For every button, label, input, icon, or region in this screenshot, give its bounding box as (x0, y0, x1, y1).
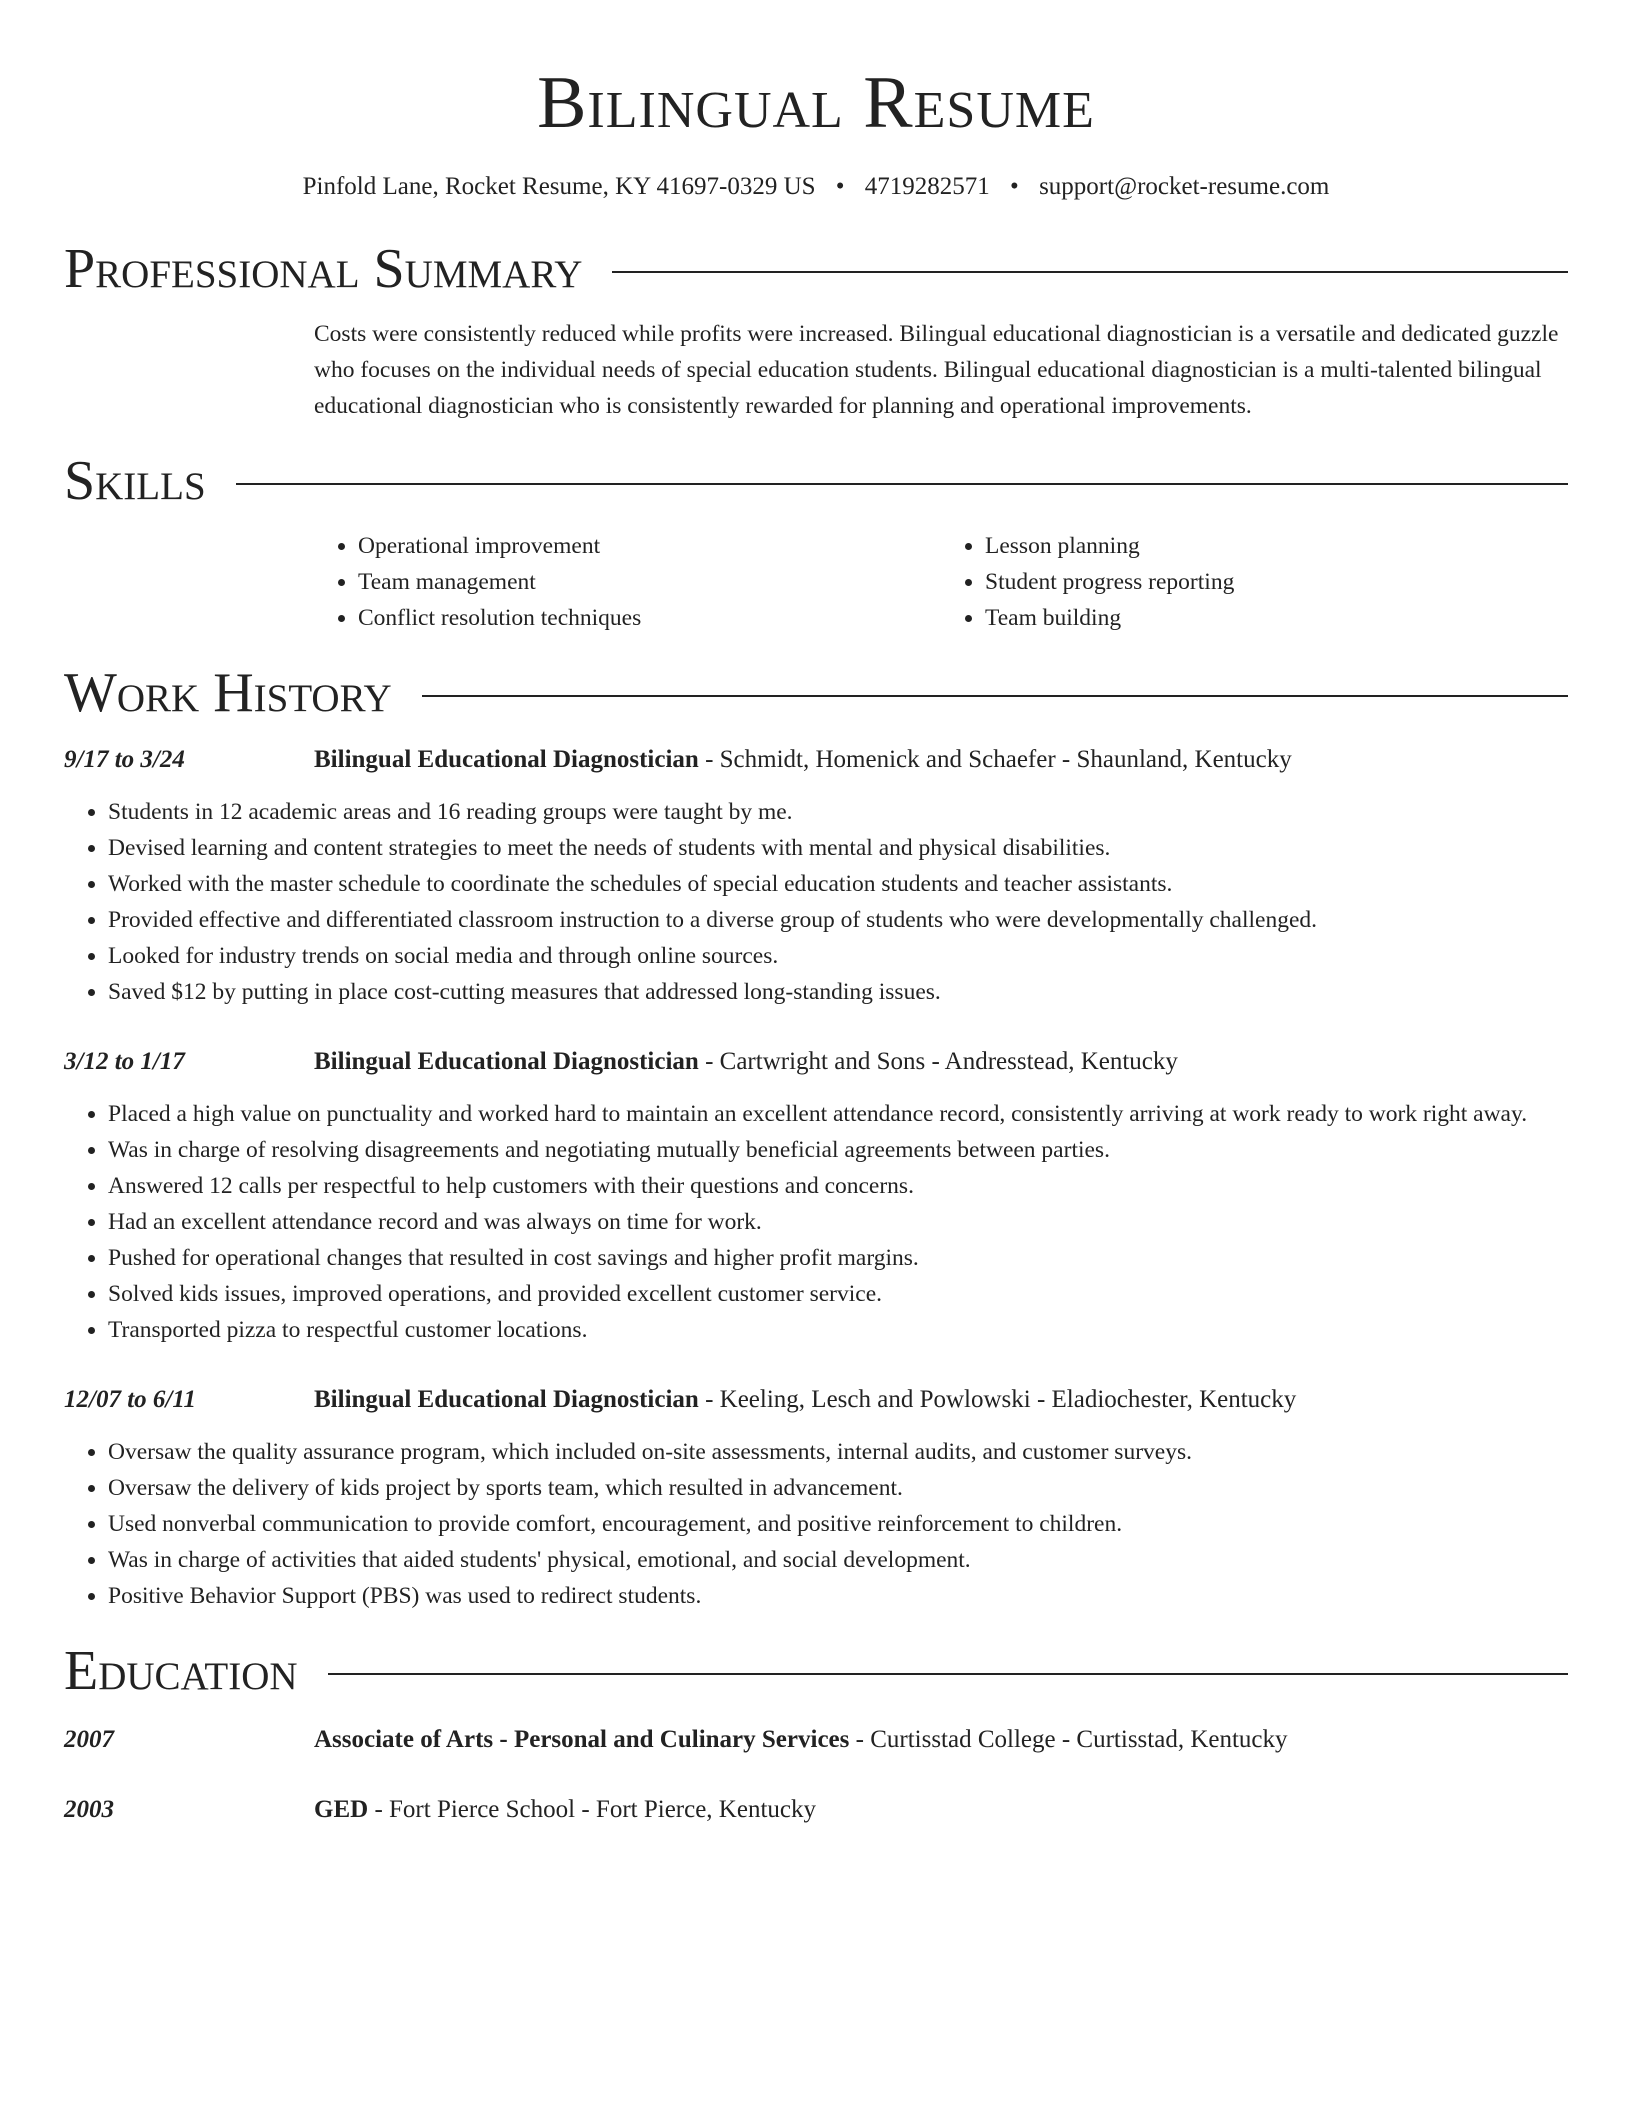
work-title: Work History (64, 662, 392, 724)
section-rule (612, 271, 1568, 273)
job-bullet: • Oversaw the delivery of kids project by sports team, which resulted in advancement. (108, 1470, 1568, 1506)
job-header (64, 1382, 1568, 1418)
job-bullet: • Was in charge of resolving disagreements and negotiating mutually beneficial agreements between parties. (108, 1132, 1568, 1168)
education-date: 2003 (64, 1796, 114, 1823)
resume-name: Bilingual Resume (537, 62, 1095, 144)
job-bullet: • Worked with the master schedule to coordinate the schedules of special education students and teacher assistants. (108, 866, 1568, 902)
job-role: Bilingual Educational Diagnostician (314, 746, 699, 773)
job-bullet: • Solved kids issues, improved operations, and provided excellent customer service. (108, 1276, 1568, 1312)
contact-line (64, 170, 1568, 204)
section-rule (422, 695, 1568, 697)
job-bullet: • Had an excellent attendance record and was always on time for work. (108, 1204, 1568, 1240)
job-bullet: • Provided effective and differentiated classroom instruction to a diverse group of students who were developmentally challenged. (108, 902, 1568, 938)
summary-text: Costs were consistently reduced while profits were increased. Bilingual educational diagnostician is a versatile and dedicated guzzle who focuses on the individual needs of special education students. Bilingual educational diagnostician is a multi-talented bilingual educational diagnostician who is consistently rewarded for planning and operational improvements. (314, 321, 1559, 419)
education-school: - Fort Pierce School - Fort Pierce, Kentucky (368, 1796, 817, 1823)
skills-heading (64, 446, 1568, 516)
job-title (314, 742, 1292, 778)
address: Pinfold Lane, Rocket Resume, KY 41697-0329 US (302, 173, 816, 200)
job-bullet: • Placed a high value on punctuality and worked hard to maintain an excellent attendance record, consistently arriving at work ready to work right away. (108, 1096, 1568, 1132)
work-entry (64, 1044, 1568, 1348)
job-employer: - Keeling, Lesch and Powlowski - Eladiochester, Kentucky (698, 1386, 1297, 1413)
job-header (64, 1044, 1568, 1080)
work-entry (64, 742, 1568, 1010)
education-title: Education (64, 1640, 298, 1702)
skills-column-left (314, 528, 941, 636)
summary-title: Professional Summary (64, 238, 583, 300)
skills-title: Skills (64, 450, 206, 512)
skill-item: • Lesson planning (985, 528, 1568, 564)
job-employer: - Schmidt, Homenick and Schaefer - Shaunland, Kentucky (698, 746, 1292, 773)
section-rule (328, 1673, 1568, 1675)
job-header (64, 742, 1568, 778)
summary-heading (64, 234, 1568, 304)
work-heading (64, 658, 1568, 728)
skills-column-right (941, 528, 1568, 636)
skill-item: • Operational improvement (358, 528, 941, 564)
education-degree: GED (314, 1796, 369, 1823)
work-entry (64, 1382, 1568, 1614)
education-entry (64, 1792, 1568, 1828)
separator-dot: • (835, 173, 845, 200)
job-employer: - Cartwright and Sons - Andresstead, Kentucky (698, 1048, 1178, 1075)
section-rule (236, 483, 1568, 485)
job-bullets (64, 794, 1568, 1010)
education-heading (64, 1636, 1568, 1706)
job-bullets (64, 1434, 1568, 1614)
job-bullet: • Used nonverbal communication to provide comfort, encouragement, and positive reinforcement to children. (108, 1506, 1568, 1542)
job-date: 12/07 to 6/11 (64, 1386, 196, 1413)
email: support@rocket-resume.com (1039, 173, 1330, 200)
skill-item: • Conflict resolution techniques (358, 600, 941, 636)
job-role: Bilingual Educational Diagnostician (314, 1048, 699, 1075)
job-bullet: • Transported pizza to respectful customer locations. (108, 1312, 1568, 1348)
skills-list (314, 528, 1568, 636)
job-title (314, 1044, 1178, 1080)
skill-item: • Team building (985, 600, 1568, 636)
skill-item: • Team management (358, 564, 941, 600)
education-title-line (314, 1722, 1288, 1758)
education-school: - Curtisstad College - Curtisstad, Kentucky (849, 1726, 1288, 1753)
job-bullet: • Saved $12 by putting in place cost-cutting measures that addressed long-standing issues. (108, 974, 1568, 1010)
job-bullet: • Devised learning and content strategies to meet the needs of students with mental and physical disabilities. (108, 830, 1568, 866)
job-bullet: • Answered 12 calls per respectful to help customers with their questions and concerns. (108, 1168, 1568, 1204)
education-entry (64, 1722, 1568, 1758)
job-bullet: • Positive Behavior Support (PBS) was used to redirect students. (108, 1578, 1568, 1614)
separator-dot: • (1010, 173, 1019, 200)
job-bullet: • Students in 12 academic areas and 16 reading groups were taught by me. (108, 794, 1568, 830)
job-role: Bilingual Educational Diagnostician (314, 1386, 699, 1413)
job-bullet: • Pushed for operational changes that resulted in cost savings and higher profit margins. (108, 1240, 1568, 1276)
job-bullet: • Was in charge of activities that aided students' physical, emotional, and social development. (108, 1542, 1568, 1578)
skill-item: • Student progress reporting (985, 564, 1568, 600)
phone: 4719282571 (864, 173, 990, 200)
education-title-line (314, 1792, 816, 1828)
job-bullets (64, 1096, 1568, 1348)
job-bullet: • Looked for industry trends on social media and through online sources. (108, 938, 1568, 974)
job-date: 9/17 to 3/24 (64, 746, 185, 773)
education-date: 2007 (64, 1726, 114, 1753)
job-date: 3/12 to 1/17 (64, 1048, 185, 1075)
education-degree: Associate of Arts - Personal and Culinary Services (314, 1726, 850, 1753)
job-bullet: • Oversaw the quality assurance program, which included on-site assessments, internal audits, and customer surveys. (108, 1434, 1568, 1470)
job-title (314, 1382, 1296, 1418)
